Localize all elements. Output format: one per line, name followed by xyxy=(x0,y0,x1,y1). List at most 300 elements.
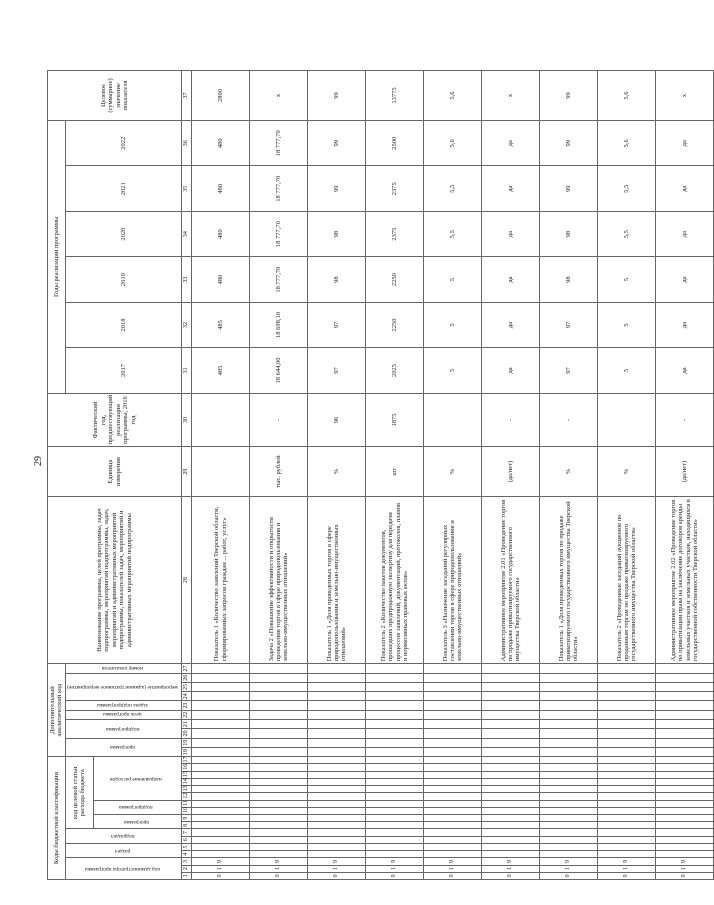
measure-header: мероприятие (административное мероприятие) xyxy=(65,673,181,701)
code-cell xyxy=(656,807,714,814)
column-number: 12 xyxy=(182,793,192,800)
column-number: 16 xyxy=(182,764,192,771)
code-cell xyxy=(424,729,482,738)
code-cell xyxy=(366,836,424,843)
column-number: 7 xyxy=(182,829,192,836)
code-cell xyxy=(656,764,714,771)
code-cell xyxy=(482,800,540,807)
code-cell xyxy=(482,701,540,710)
code-cell xyxy=(482,757,540,764)
code-cell xyxy=(192,778,250,785)
code-cell xyxy=(424,836,482,843)
subprogram-code-header: подпрограмма xyxy=(93,800,182,814)
code-cell: 1 xyxy=(656,865,714,872)
row-target-value: x xyxy=(482,71,540,121)
code-cell xyxy=(598,682,656,691)
column-number-row xyxy=(182,71,192,880)
code-cell xyxy=(482,815,540,822)
code-cell xyxy=(656,701,714,710)
code-cell xyxy=(656,757,714,764)
code-cell: 0 xyxy=(424,872,482,879)
row-unit: тыс. рублей xyxy=(250,447,308,497)
code-cell xyxy=(192,843,250,850)
column-number: 14 xyxy=(182,778,192,785)
row-name: Показатель 1 «Количество заявлений Тверской области, сформированных запросов граждан ... работ, услуг» xyxy=(192,496,250,663)
code-cell xyxy=(482,738,540,747)
row-year-value: да xyxy=(482,302,540,347)
code-cell: 0 xyxy=(366,872,424,879)
code-cell xyxy=(656,836,714,843)
code-cell xyxy=(366,673,424,682)
row-unit: % xyxy=(424,447,482,497)
code-cell xyxy=(424,843,482,850)
code-cell xyxy=(424,807,482,814)
code-cell xyxy=(424,822,482,829)
row-unit: (да/нет) xyxy=(482,447,540,497)
table-row xyxy=(308,71,366,880)
row-name: Задача 2 «Повышение эффективности и открытости проведения торгов в сфере природопользования и земельно-имущественных отношений» xyxy=(250,496,308,663)
table-row xyxy=(424,71,482,880)
code-cell xyxy=(308,829,366,836)
column-number: 10 xyxy=(182,807,192,814)
code-cell: 1 xyxy=(482,865,540,872)
column-number: 27 xyxy=(182,664,192,673)
code-cell xyxy=(540,764,598,771)
code-cell xyxy=(656,800,714,807)
code-cell xyxy=(366,800,424,807)
code-cell xyxy=(540,822,598,829)
code-cell xyxy=(192,757,250,764)
code-cell xyxy=(482,720,540,729)
code-cell xyxy=(598,822,656,829)
row-year-value: 98 xyxy=(308,257,366,302)
year-2018-header: 2018 xyxy=(65,302,181,347)
code-cell xyxy=(192,829,250,836)
task-subprogram-header: задача подпрограммы xyxy=(65,701,181,710)
name-column-header: Наименование программы, целей программы, задач подпрограммы, мероприятий подпрограммы, задач, мероприятий и административных мероприятий подпрограммы, показателей задач, мероприятий и административных мероприятий подпрограммы xyxy=(48,496,182,663)
code-cell xyxy=(598,764,656,771)
row-year-value: 5 xyxy=(424,302,482,347)
row-year-value: 98 xyxy=(308,211,366,256)
code-cell xyxy=(656,664,714,673)
code-cell xyxy=(424,747,482,756)
code-cell xyxy=(482,664,540,673)
row-year-value: 2375 xyxy=(366,211,424,256)
row-name: Показатель 2 «Количество пакетов документов, прошедших предпродажную экспертизу для передачи процессов заявлений, документаций, протоколов, планов и нормативных правовых актов» xyxy=(366,496,424,663)
code-cell xyxy=(250,771,308,778)
row-year-value: 97 xyxy=(308,302,366,347)
code-cell xyxy=(424,664,482,673)
row-year-value: 5 xyxy=(424,257,482,302)
an-program-header: программа xyxy=(65,738,181,757)
budget-codes-header: Коды бюджетной классификации xyxy=(48,757,66,880)
row-unit xyxy=(192,447,250,497)
code-cell xyxy=(598,701,656,710)
row-year-value: 99 xyxy=(540,121,598,166)
column-number: 28 xyxy=(182,496,192,663)
row-year-value: 2250 xyxy=(366,302,424,347)
code-cell: 9 xyxy=(308,858,366,865)
code-cell: 0 xyxy=(250,872,308,879)
code-cell xyxy=(366,778,424,785)
column-number: 30 xyxy=(182,393,192,447)
row-year-value: 5,5 xyxy=(424,211,482,256)
code-cell: 0 xyxy=(540,872,598,879)
code-cell xyxy=(192,793,250,800)
code-cell xyxy=(250,764,308,771)
row-year-value: 18 777,70 xyxy=(250,257,308,302)
column-number: 1 xyxy=(182,872,192,879)
code-cell xyxy=(308,793,366,800)
row-year-value: да xyxy=(656,302,714,347)
row-year-value: 18 777,70 xyxy=(250,121,308,166)
code-cell xyxy=(250,822,308,829)
row-year-value: 97 xyxy=(540,302,598,347)
code-cell xyxy=(308,851,366,858)
column-number: 26 xyxy=(182,673,192,682)
row-target-value: 99 xyxy=(540,71,598,121)
code-cell xyxy=(540,720,598,729)
code-cell xyxy=(540,771,598,778)
code-cell xyxy=(424,800,482,807)
code-cell xyxy=(424,692,482,701)
column-number: 2 xyxy=(182,865,192,872)
code-cell: 9 xyxy=(598,858,656,865)
page-number: 29 xyxy=(33,456,44,466)
code-cell xyxy=(482,682,540,691)
code-cell xyxy=(598,836,656,843)
column-number: 34 xyxy=(182,211,192,256)
code-cell xyxy=(424,815,482,822)
an-subprogram-header: подпрограмма xyxy=(65,720,181,739)
code-cell xyxy=(192,673,250,682)
column-number: 32 xyxy=(182,302,192,347)
code-cell xyxy=(250,800,308,807)
code-cell xyxy=(308,786,366,793)
code-cell xyxy=(192,822,250,829)
code-cell xyxy=(250,807,308,814)
program-code-header: программа xyxy=(93,815,182,829)
program-table xyxy=(47,70,714,880)
table-row xyxy=(598,71,656,880)
row-year-value: 5,5 xyxy=(424,166,482,211)
code-cell: 1 xyxy=(308,865,366,872)
code-cell xyxy=(308,692,366,701)
row-year-value: 480 xyxy=(192,211,250,256)
row-year-value: 5 xyxy=(424,348,482,393)
code-cell xyxy=(250,682,308,691)
column-number: 19 xyxy=(182,738,192,747)
row-year-value: 485 xyxy=(192,302,250,347)
row-year-value: 99 xyxy=(540,166,598,211)
code-cell xyxy=(482,807,540,814)
table-row xyxy=(656,71,714,880)
code-cell xyxy=(366,757,424,764)
row-year-value: да xyxy=(482,166,540,211)
code-cell xyxy=(540,815,598,822)
code-cell xyxy=(540,701,598,710)
code-cell xyxy=(424,757,482,764)
code-cell xyxy=(250,793,308,800)
code-cell xyxy=(424,682,482,691)
column-number: 8 xyxy=(182,822,192,829)
code-cell xyxy=(366,701,424,710)
table-row xyxy=(366,71,424,880)
code-cell xyxy=(656,822,714,829)
column-number: 3 xyxy=(182,858,192,865)
code-cell xyxy=(250,692,308,701)
code-cell: 1 xyxy=(250,865,308,872)
code-cell xyxy=(366,664,424,673)
code-cell xyxy=(192,738,250,747)
code-cell xyxy=(540,682,598,691)
code-cell xyxy=(192,747,250,756)
code-cell xyxy=(366,720,424,729)
year-2021-header: 2021 xyxy=(65,166,181,211)
code-cell xyxy=(250,757,308,764)
code-cell xyxy=(250,664,308,673)
column-number: 5 xyxy=(182,843,192,850)
code-cell xyxy=(192,851,250,858)
code-cell xyxy=(424,673,482,682)
code-cell xyxy=(656,673,714,682)
rotated-table-page xyxy=(25,25,700,880)
code-cell xyxy=(482,822,540,829)
code-cell xyxy=(540,786,598,793)
code-cell xyxy=(656,771,714,778)
code-cell xyxy=(192,807,250,814)
code-cell xyxy=(656,682,714,691)
row-year-value: 2500 xyxy=(366,121,424,166)
code-cell: 1 xyxy=(598,865,656,872)
code-cell xyxy=(366,851,424,858)
row-unit: % xyxy=(308,447,366,497)
row-year-value: 2375 xyxy=(366,166,424,211)
column-number: 31 xyxy=(182,348,192,393)
direction-header: направление расходов xyxy=(93,757,182,800)
row-year-value: 98 xyxy=(540,257,598,302)
code-cell xyxy=(598,664,656,673)
year-2022-header: 2022 xyxy=(65,121,181,166)
code-cell xyxy=(250,843,308,850)
row-year-value: 480 xyxy=(192,257,250,302)
column-number: 17 xyxy=(182,757,192,764)
year-2020-header: 2020 xyxy=(65,211,181,256)
column-number: 15 xyxy=(182,771,192,778)
code-cell xyxy=(424,786,482,793)
code-cell xyxy=(192,682,250,691)
code-cell xyxy=(308,701,366,710)
code-cell xyxy=(656,720,714,729)
code-cell xyxy=(598,851,656,858)
row-year-value: 18 698,10 xyxy=(250,302,308,347)
code-cell xyxy=(192,764,250,771)
code-cell xyxy=(540,807,598,814)
code-cell xyxy=(482,747,540,756)
code-cell: 9 xyxy=(656,858,714,865)
code-cell xyxy=(424,851,482,858)
code-cell: 1 xyxy=(192,865,250,872)
code-cell xyxy=(540,664,598,673)
code-cell xyxy=(192,710,250,719)
code-cell xyxy=(308,800,366,807)
year-2019-header: 2019 xyxy=(65,257,181,302)
code-cell xyxy=(598,843,656,850)
row-year-value: 5,6 xyxy=(598,121,656,166)
code-cell xyxy=(308,710,366,719)
code-cell: 9 xyxy=(424,858,482,865)
code-cell xyxy=(366,786,424,793)
code-cell xyxy=(656,786,714,793)
code-cell xyxy=(598,815,656,822)
row-unit: шт xyxy=(366,447,424,497)
code-cell xyxy=(308,757,366,764)
code-cell xyxy=(192,701,250,710)
code-cell xyxy=(192,664,250,673)
subsection-header: подраздел xyxy=(65,829,181,843)
code-cell xyxy=(540,843,598,850)
column-number: 24 xyxy=(182,692,192,701)
row-name: Показатель 3 «Назначение заседаний регулярных составлении торгов в сфере природопользования и земельно-имущественных отношений» xyxy=(424,496,482,663)
code-cell xyxy=(540,851,598,858)
row-base-value: - xyxy=(540,393,598,447)
code-cell xyxy=(598,710,656,719)
code-cell xyxy=(656,815,714,822)
goal-program-header: цель программы xyxy=(65,710,181,719)
code-cell xyxy=(656,851,714,858)
row-year-value: 2250 xyxy=(366,257,424,302)
code-cell xyxy=(308,720,366,729)
code-cell xyxy=(366,747,424,756)
row-unit: % xyxy=(598,447,656,497)
code-cell xyxy=(308,664,366,673)
code-cell xyxy=(250,710,308,719)
row-year-value: 5,6 xyxy=(424,121,482,166)
code-cell xyxy=(424,710,482,719)
code-cell xyxy=(366,815,424,822)
code-cell xyxy=(308,815,366,822)
code-cell xyxy=(598,757,656,764)
code-cell xyxy=(540,738,598,747)
code-cell xyxy=(366,710,424,719)
table-row xyxy=(192,71,250,880)
column-number: 13 xyxy=(182,786,192,793)
code-cell xyxy=(540,836,598,843)
column-number: 21 xyxy=(182,720,192,729)
code-cell xyxy=(366,771,424,778)
row-year-value: 5 xyxy=(598,348,656,393)
code-cell xyxy=(250,836,308,843)
code-cell xyxy=(482,764,540,771)
column-number: 33 xyxy=(182,257,192,302)
code-cell xyxy=(192,729,250,738)
row-base-value xyxy=(598,393,656,447)
code-cell: 0 xyxy=(308,872,366,879)
code-cell: 1 xyxy=(424,865,482,872)
code-cell xyxy=(540,829,598,836)
code-cell xyxy=(656,829,714,836)
code-cell xyxy=(540,757,598,764)
code-cell xyxy=(598,673,656,682)
target-header: Целевое (суммарное) значение показателя xyxy=(48,71,182,121)
code-cell xyxy=(540,729,598,738)
row-base-value: 1875 xyxy=(366,393,424,447)
row-year-value: 5,5 xyxy=(598,166,656,211)
row-year-value: 5 xyxy=(598,257,656,302)
code-cell xyxy=(598,800,656,807)
measure-number-header: номер показателя xyxy=(65,664,181,673)
row-year-value: 480 xyxy=(192,121,250,166)
code-cell xyxy=(656,778,714,785)
code-cell xyxy=(540,710,598,719)
row-year-value: да xyxy=(482,257,540,302)
code-cell xyxy=(308,729,366,738)
code-cell xyxy=(482,692,540,701)
code-cell xyxy=(366,692,424,701)
row-year-value: 97 xyxy=(308,348,366,393)
row-target-value: 99 xyxy=(308,71,366,121)
code-cell xyxy=(424,701,482,710)
row-year-value: 99 xyxy=(308,166,366,211)
code-cell xyxy=(308,673,366,682)
code-cell xyxy=(656,729,714,738)
code-cell: 1 xyxy=(540,865,598,872)
row-base-value: - xyxy=(482,393,540,447)
row-name: Показатель 1 «Доля проведенных торгов по продаже приватизируемого государственного имущества Тверской области» xyxy=(540,496,598,663)
row-base-value xyxy=(192,393,250,447)
code-cell xyxy=(192,786,250,793)
row-year-value: да xyxy=(656,257,714,302)
code-cell xyxy=(250,701,308,710)
row-year-value: 5 xyxy=(598,302,656,347)
code-cell xyxy=(192,771,250,778)
column-number: 18 xyxy=(182,747,192,756)
code-cell xyxy=(192,692,250,701)
code-cell xyxy=(482,710,540,719)
row-base-value: - xyxy=(250,393,308,447)
code-cell xyxy=(598,778,656,785)
code-cell xyxy=(656,738,714,747)
row-target-value: x xyxy=(250,71,308,121)
code-cell: 1 xyxy=(366,865,424,872)
code-cell xyxy=(424,771,482,778)
code-cell xyxy=(424,738,482,747)
code-cell xyxy=(250,786,308,793)
row-target-value: 5,6 xyxy=(598,71,656,121)
code-cell xyxy=(192,800,250,807)
code-cell xyxy=(308,771,366,778)
code-cell xyxy=(250,778,308,785)
row-base-value xyxy=(424,393,482,447)
row-year-value: 5,5 xyxy=(598,211,656,256)
column-number: 25 xyxy=(182,682,192,691)
code-cell xyxy=(250,673,308,682)
code-cell xyxy=(656,747,714,756)
code-cell xyxy=(540,692,598,701)
code-cell xyxy=(250,738,308,747)
code-cell xyxy=(250,720,308,729)
unit-header: Единица измерения xyxy=(48,447,182,497)
code-cell xyxy=(656,710,714,719)
row-year-value: 99 xyxy=(308,121,366,166)
code-cell xyxy=(366,682,424,691)
code-cell xyxy=(308,747,366,756)
code-cell xyxy=(366,764,424,771)
row-year-value: 18 644,00 xyxy=(250,348,308,393)
code-cell: 9 xyxy=(540,858,598,865)
code-cell xyxy=(598,793,656,800)
code-cell xyxy=(250,729,308,738)
